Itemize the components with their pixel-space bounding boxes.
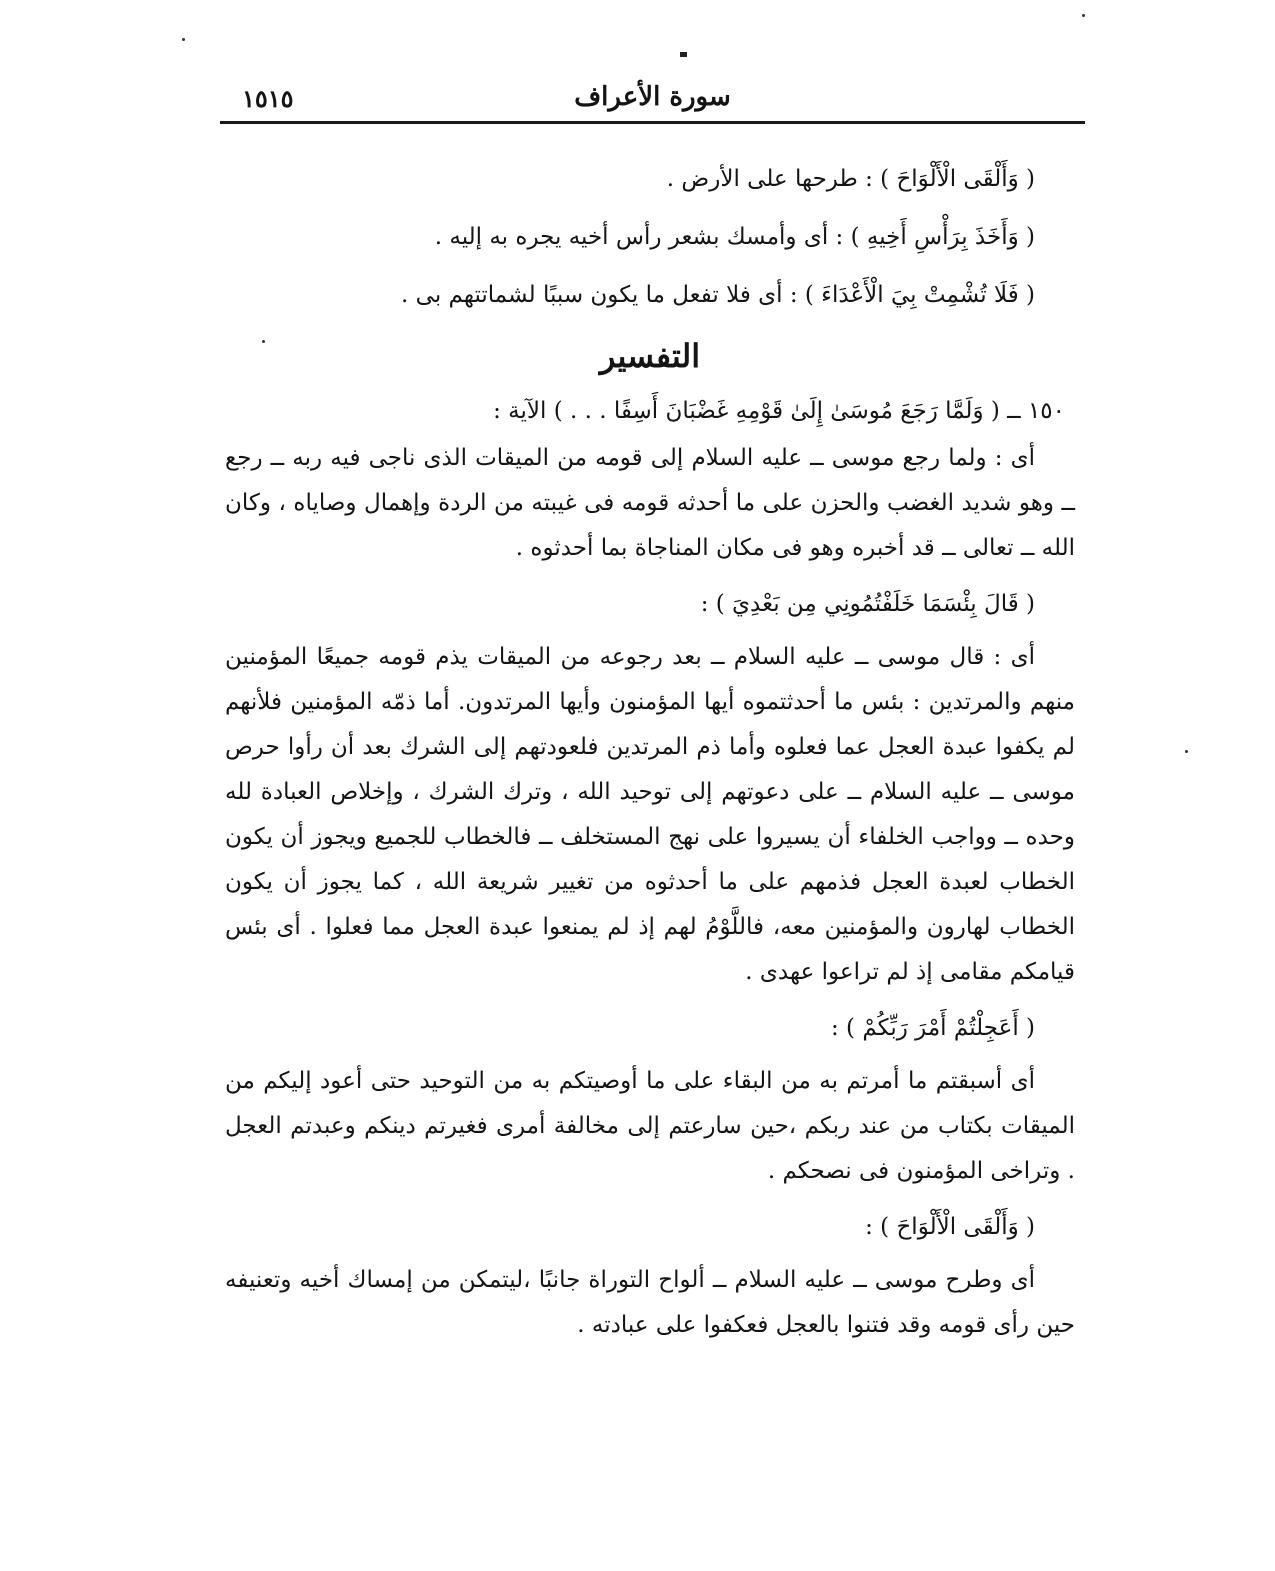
header-rule xyxy=(220,121,1085,124)
gloss-line: ( وَأَلْقَى الْأَلْوَاحَ ) : طرحها على الأرض . xyxy=(666,166,1035,192)
verse-reference: ١٥٠ ــ ( وَلَمَّا رَجَعَ مُوسَىٰ إِلَىٰ قَوْمِهِ غَضْبَانَ أَسِفًا . . . ) الآية : xyxy=(493,398,1065,424)
scan-speck xyxy=(182,38,185,41)
commentary-paragraph: أى أسبقتم ما أمرتم به من البقاء على ما أوصيتكم به من التوحيد حتى أعود إليكم من الميقات بكتاب من عند ربكم ،حين سارعتم إلى مخالفة أمرى فغيرتم دينكم وعبدتم العجل . وتراخى المؤمنون فى نصحكم . xyxy=(225,1068,1075,1184)
commentary-paragraph: أى : قال موسى ــ عليه السلام ــ بعد رجوعه من الميقات يذم قومه جميعًا المؤمنين منهم والمرتدين : بئس ما أحدثتموه أيها المؤمنون وأيها المرتدون. أما ذمّه المؤمنين فلأنهم لم يكفوا عبدة العجل عما فعلوه وأما ذم المرتدين فلعودتهم إلى الشرك بعد أن رأوا حرص موسى ــ عليه السلام ــ على دعوتهم إلى توحيد الله ، وترك الشرك ، وإخلاص العبادة لله وحده ــ وواجب الخلفاء أن يسيروا على نهج المستخلف ــ فالخطاب للجميع ويجوز أن يكون الخطاب لعبدة العجل فذمهم على ما أحدثوه من تغيير شريعة الله ، كما يجوز أن يكون الخطاب لهارون والمؤمنين معه، فاللَّوْمُ لهم إذ لم يمنعوا عبدة العجل مما فعلوا . أى بئس قيامكم مقامى إذ لم تراعوا عهدى . xyxy=(225,644,1075,985)
commentary-paragraph: أى وطرح موسى ــ عليه السلام ــ ألواح التوراة جانبًا ،ليتمكن من إمساك أخيه وتعنيفه حين رأى قومه وقد فتنوا بالعجل فعكفوا على عبادته . xyxy=(225,1267,1075,1338)
verse-citation: ( قَالَ بِئْسَمَا خَلَفْتُمُونِي مِن بَعْدِيَ ) : xyxy=(700,591,1035,617)
verse-citation: ( أَعَجِلْتُمْ أَمْرَ رَبِّكُمْ ) : xyxy=(831,1015,1035,1041)
page-body xyxy=(225,150,1075,1356)
verse-citation: ( وَأَلْقَى الْأَلْوَاحَ ) : xyxy=(865,1214,1035,1240)
scan-speck xyxy=(1185,750,1188,753)
gloss-line: ( فَلَا تُشْمِتْ بِيَ الْأَعْدَاءَ ) : أى فلا تفعل ما يكون سببًا لشماتتهم بى . xyxy=(401,282,1035,308)
gloss-line: ( وَأَخَذَ بِرَأْسِ أَخِيهِ ) : أى وأمسك بشعر رأس أخيه يجره به إليه . xyxy=(434,224,1035,250)
page-number: ١٥١٥ xyxy=(242,84,294,113)
commentary-paragraph: أى : ولما رجع موسى ــ عليه السلام إلى قومه من الميقات الذى ناجى فيه ربه ــ رجع ــ وهو شديد الغضب والحزن على ما أحدثه قومه فى غيبته من الردة وإهمال وصاياه ، وكان الله ــ تعالى ــ قد أخبره وهو فى مكان المناجاة بما أحدثوه . xyxy=(225,445,1075,561)
print-mark xyxy=(680,52,687,57)
scan-speck xyxy=(1082,14,1085,17)
running-title: سورة الأعراف xyxy=(574,82,731,112)
section-heading: التفسير xyxy=(599,337,701,375)
scan-speck xyxy=(262,340,265,343)
page-header xyxy=(220,82,1085,118)
